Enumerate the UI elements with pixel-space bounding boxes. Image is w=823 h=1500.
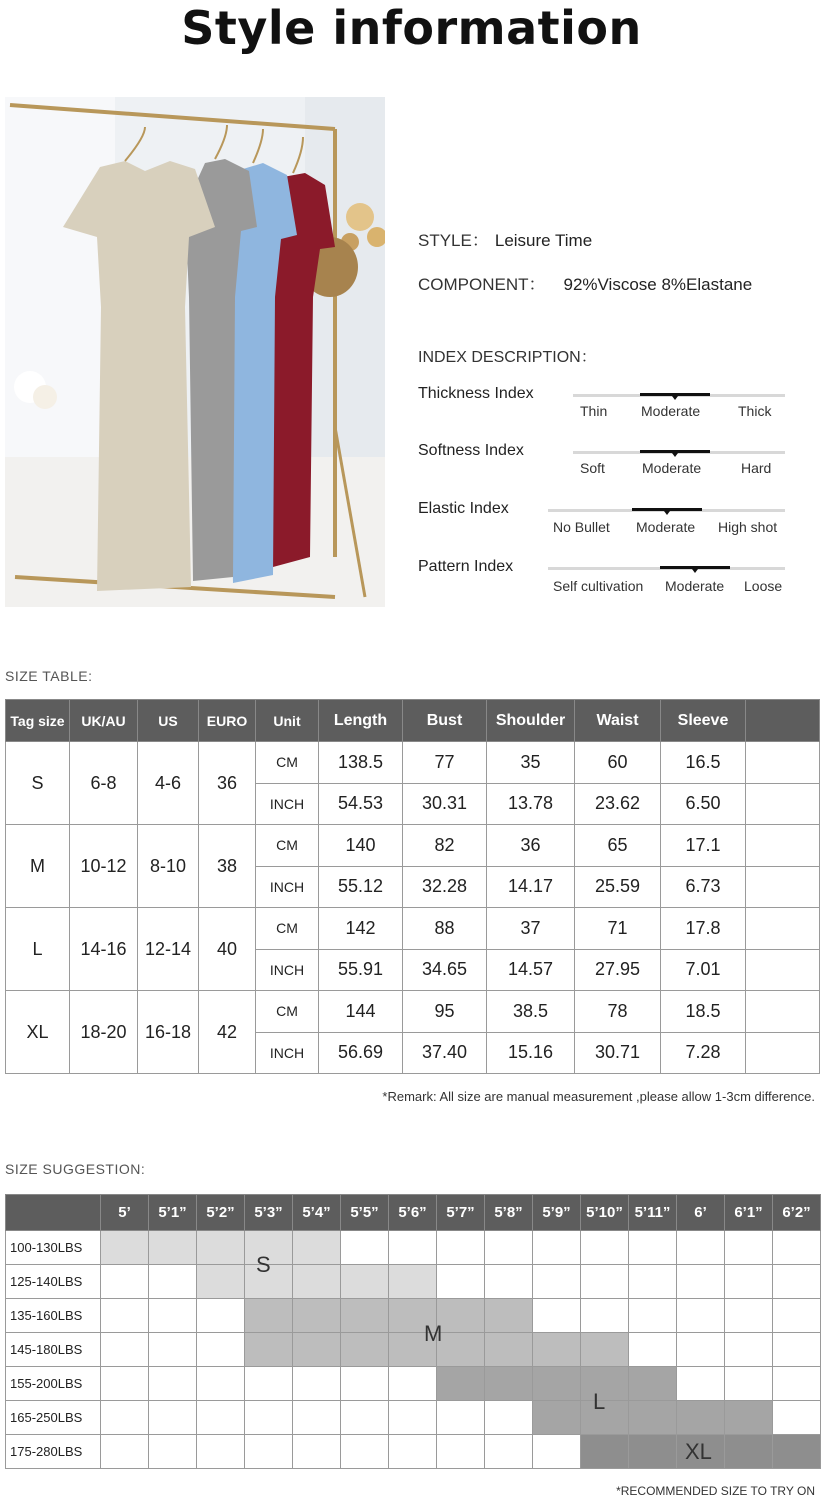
size-cell-l [725, 1401, 773, 1435]
euro-cell: 40 [199, 908, 256, 991]
height-header: 5’2” [197, 1195, 245, 1231]
us-cell: 16-18 [138, 991, 199, 1074]
bust-cell: 34.65 [403, 949, 487, 991]
shoulder-cell: 15.16 [487, 1032, 575, 1074]
empty-cell [581, 1299, 629, 1333]
index-option: No Bullet [553, 519, 610, 535]
bust-cell: 88 [403, 908, 487, 950]
recommend-note: *RECOMMENDED SIZE TO TRY ON [616, 1484, 815, 1498]
size-cell-s [197, 1265, 245, 1299]
size-table-header-row [6, 700, 820, 742]
bust-cell: 95 [403, 991, 487, 1033]
waist-cell: 25.59 [575, 866, 661, 908]
size-remark: *Remark: All size are manual measurement ,please allow 1-3cm difference. [382, 1089, 815, 1104]
empty-cell [746, 991, 820, 1033]
size-suggestion-table [5, 1194, 821, 1469]
uk-au-cell: 18-20 [70, 991, 138, 1074]
shoulder-cell: 13.78 [487, 783, 575, 825]
index-option: High shot [718, 519, 778, 535]
size-cell-m [341, 1333, 389, 1367]
size-tag-cell: S [6, 742, 70, 825]
sleeve-cell: 6.73 [661, 866, 746, 908]
component-label: COMPONENT： [418, 275, 546, 294]
empty-cell [149, 1435, 197, 1469]
length-cell: 144 [319, 991, 403, 1033]
us-cell: 8-10 [138, 825, 199, 908]
bust-cell: 37.40 [403, 1032, 487, 1074]
sleeve-cell: 7.28 [661, 1032, 746, 1074]
empty-cell [197, 1435, 245, 1469]
size-table [5, 699, 820, 1074]
elastic-index [418, 500, 798, 546]
empty-cell [485, 1231, 533, 1265]
height-header: 5’8” [485, 1195, 533, 1231]
size-cell-m [533, 1333, 581, 1367]
uk-au-cell: 6-8 [70, 742, 138, 825]
empty-cell [101, 1299, 149, 1333]
empty-cell [746, 949, 820, 991]
bust-cell: 32.28 [403, 866, 487, 908]
height-header: 5’5” [341, 1195, 389, 1231]
empty-cell [773, 1333, 821, 1367]
index-option-selected: Moderate [665, 578, 725, 594]
sleeve-cell: 6.50 [661, 783, 746, 825]
size-cell-m [437, 1333, 485, 1367]
empty-cell [773, 1401, 821, 1435]
column-header: Waist [575, 700, 661, 742]
weight-label: 175-280LBS [6, 1435, 101, 1469]
empty-cell [533, 1265, 581, 1299]
empty-cell [101, 1333, 149, 1367]
empty-cell [389, 1231, 437, 1265]
empty-cell [725, 1231, 773, 1265]
unit-cell: INCH [256, 866, 319, 908]
size-cell-m [437, 1299, 485, 1333]
length-cell: 138.5 [319, 742, 403, 784]
size-label-xl: XL [685, 1439, 712, 1464]
column-header: Unit [256, 700, 319, 742]
euro-cell: 38 [199, 825, 256, 908]
empty-cell [149, 1333, 197, 1367]
size-cell-m [581, 1333, 629, 1367]
length-cell: 54.53 [319, 783, 403, 825]
empty-cell [725, 1299, 773, 1333]
empty-cell [197, 1333, 245, 1367]
size-row [6, 991, 820, 1033]
empty-cell [437, 1231, 485, 1265]
waist-cell: 30.71 [575, 1032, 661, 1074]
shoulder-cell: 14.57 [487, 949, 575, 991]
weight-label: 135-160LBS [6, 1299, 101, 1333]
size-row [6, 908, 820, 950]
size-cell-l [533, 1401, 581, 1435]
size-cell-m [245, 1299, 293, 1333]
column-header: Bust [403, 700, 487, 742]
column-header: Length [319, 700, 403, 742]
empty-cell [437, 1401, 485, 1435]
column-header: UK/AU [70, 700, 138, 742]
thickness-index [418, 385, 798, 431]
empty-cell [677, 1299, 725, 1333]
index-option: Hard [741, 460, 772, 476]
pattern-index [418, 558, 798, 604]
bust-cell: 30.31 [403, 783, 487, 825]
empty-cell [149, 1299, 197, 1333]
index-name: Thickness Index [418, 385, 534, 402]
empty-cell [245, 1435, 293, 1469]
empty-cell [389, 1401, 437, 1435]
size-cell-l [629, 1367, 677, 1401]
empty-cell [725, 1367, 773, 1401]
uk-au-cell: 10-12 [70, 825, 138, 908]
bust-cell: 77 [403, 742, 487, 784]
height-header: 5’9” [533, 1195, 581, 1231]
empty-cell [725, 1265, 773, 1299]
index-name: Elastic Index [418, 500, 509, 517]
size-cell-l [533, 1367, 581, 1401]
empty-cell [101, 1435, 149, 1469]
column-header: Tag size [6, 700, 70, 742]
waist-cell: 78 [575, 991, 661, 1033]
style-line [418, 226, 592, 251]
unit-cell: CM [256, 825, 319, 867]
sleeve-cell: 17.1 [661, 825, 746, 867]
us-cell: 12-14 [138, 908, 199, 991]
height-header-row [6, 1195, 821, 1231]
empty-cell [101, 1265, 149, 1299]
unit-cell: CM [256, 991, 319, 1033]
empty-cell [485, 1265, 533, 1299]
empty-cell [533, 1231, 581, 1265]
empty-cell [746, 825, 820, 867]
length-cell: 56.69 [319, 1032, 403, 1074]
index-option: Self cultivation [553, 578, 644, 594]
size-cell-s [197, 1231, 245, 1265]
index-option: Thick [738, 403, 772, 419]
unit-cell: INCH [256, 949, 319, 991]
size-cell-s [293, 1231, 341, 1265]
caret-down-icon [672, 453, 678, 457]
column-header: US [138, 700, 199, 742]
euro-cell: 42 [199, 991, 256, 1074]
empty-cell [629, 1333, 677, 1367]
column-header [746, 700, 820, 742]
weight-row [6, 1367, 821, 1401]
empty-cell [746, 866, 820, 908]
empty-cell [629, 1231, 677, 1265]
empty-cell [533, 1299, 581, 1333]
size-cell-s [149, 1231, 197, 1265]
page-title: Style information [181, 1, 642, 55]
shoulder-cell: 35 [487, 742, 575, 784]
empty-cell [341, 1401, 389, 1435]
size-label-m: M [424, 1321, 443, 1346]
height-header: 6’2” [773, 1195, 821, 1231]
empty-cell [725, 1333, 773, 1367]
empty-cell [149, 1265, 197, 1299]
length-cell: 55.12 [319, 866, 403, 908]
index-option: Thin [580, 403, 608, 419]
column-header: Sleeve [661, 700, 746, 742]
size-cell-xl [629, 1435, 677, 1469]
weight-row [6, 1231, 821, 1265]
waist-cell: 60 [575, 742, 661, 784]
size-cell-l [629, 1401, 677, 1435]
size-cell-s [293, 1265, 341, 1299]
unit-cell: INCH [256, 1032, 319, 1074]
size-cell-m [245, 1333, 293, 1367]
size-cell-l [677, 1401, 725, 1435]
column-header: EURO [199, 700, 256, 742]
size-cell-l [485, 1367, 533, 1401]
length-cell: 55.91 [319, 949, 403, 991]
weight-row [6, 1299, 821, 1333]
size-tag-cell: XL [6, 991, 70, 1074]
empty-cell [341, 1231, 389, 1265]
size-row [6, 742, 820, 784]
size-cell-m [341, 1299, 389, 1333]
size-cell-m [293, 1333, 341, 1367]
size-label-s: S [256, 1252, 271, 1277]
empty-cell [389, 1367, 437, 1401]
empty-cell [677, 1231, 725, 1265]
bust-cell: 82 [403, 825, 487, 867]
shoulder-cell: 36 [487, 825, 575, 867]
size-cell-m [485, 1333, 533, 1367]
style-value: Leisure Time [494, 231, 593, 250]
empty-cell [245, 1401, 293, 1435]
length-cell: 140 [319, 825, 403, 867]
weight-label: 125-140LBS [6, 1265, 101, 1299]
empty-cell [581, 1231, 629, 1265]
empty-cell [341, 1367, 389, 1401]
size-cell-xl [773, 1435, 821, 1469]
empty-cell [677, 1367, 725, 1401]
sleeve-cell: 7.01 [661, 949, 746, 991]
empty-cell [149, 1367, 197, 1401]
empty-cell [773, 1231, 821, 1265]
weight-label: 155-200LBS [6, 1367, 101, 1401]
index-option: Soft [580, 460, 605, 476]
index-option: Loose [744, 578, 783, 594]
height-header: 5’11” [629, 1195, 677, 1231]
height-header: 6’ [677, 1195, 725, 1231]
size-cell-s [389, 1265, 437, 1299]
index-option-selected: Moderate [642, 460, 702, 476]
size-row [6, 825, 820, 867]
empty-cell [197, 1401, 245, 1435]
component-line [418, 270, 752, 295]
shoulder-cell: 38.5 [487, 991, 575, 1033]
weight-label: 145-180LBS [6, 1333, 101, 1367]
empty-cell [149, 1401, 197, 1435]
height-header: 5’6” [389, 1195, 437, 1231]
waist-cell: 23.62 [575, 783, 661, 825]
waist-cell: 65 [575, 825, 661, 867]
empty-cell [197, 1367, 245, 1401]
sleeve-cell: 18.5 [661, 991, 746, 1033]
empty-cell [746, 783, 820, 825]
euro-cell: 36 [199, 742, 256, 825]
size-cell-s [101, 1231, 149, 1265]
component-value: 92%Viscose 8%Elastane [563, 275, 753, 294]
size-cell-xl [581, 1435, 629, 1469]
weight-row [6, 1401, 821, 1435]
height-header: 5’1” [149, 1195, 197, 1231]
index-description-heading: INDEX DESCRIPTION： [418, 349, 597, 366]
empty-cell [101, 1367, 149, 1401]
weight-row [6, 1265, 821, 1299]
weight-label: 165-250LBS [6, 1401, 101, 1435]
index-name: Pattern Index [418, 558, 514, 575]
empty-cell [101, 1401, 149, 1435]
empty-cell [389, 1435, 437, 1469]
caret-down-icon [672, 396, 678, 400]
empty-cell [746, 908, 820, 950]
empty-cell [629, 1299, 677, 1333]
softness-index [418, 442, 798, 488]
empty-cell [437, 1435, 485, 1469]
height-header: 5’7” [437, 1195, 485, 1231]
size-cell-m [485, 1299, 533, 1333]
caret-down-icon [664, 511, 670, 515]
index-option-selected: Moderate [641, 403, 701, 419]
size-cell-xl [725, 1435, 773, 1469]
empty-cell [773, 1367, 821, 1401]
empty-cell [629, 1265, 677, 1299]
column-header: Shoulder [487, 700, 575, 742]
empty-cell [197, 1299, 245, 1333]
empty-cell [293, 1435, 341, 1469]
height-header: 5’3” [245, 1195, 293, 1231]
empty-cell [485, 1435, 533, 1469]
waist-cell: 27.95 [575, 949, 661, 991]
waist-cell: 71 [575, 908, 661, 950]
uk-au-cell: 14-16 [70, 908, 138, 991]
size-tag-cell: L [6, 908, 70, 991]
empty-cell [341, 1435, 389, 1469]
caret-down-icon [692, 569, 698, 573]
empty-cell [773, 1265, 821, 1299]
height-header: 5’ [101, 1195, 149, 1231]
empty-cell [293, 1401, 341, 1435]
unit-cell: INCH [256, 783, 319, 825]
us-cell: 4-6 [138, 742, 199, 825]
height-header: 5’4” [293, 1195, 341, 1231]
empty-cell [581, 1265, 629, 1299]
size-cell-l [437, 1367, 485, 1401]
size-tag-cell: M [6, 825, 70, 908]
index-option-selected: Moderate [636, 519, 696, 535]
size-cell-s [341, 1265, 389, 1299]
shoulder-cell: 37 [487, 908, 575, 950]
size-label-l: L [593, 1389, 606, 1414]
empty-cell [677, 1265, 725, 1299]
empty-cell [293, 1367, 341, 1401]
product-photo [5, 97, 385, 607]
shoulder-cell: 14.17 [487, 866, 575, 908]
corner-header [6, 1195, 101, 1231]
unit-cell: CM [256, 742, 319, 784]
size-cell-m [293, 1299, 341, 1333]
size-table-heading: SIZE TABLE: [5, 668, 93, 684]
weight-row [6, 1333, 821, 1367]
sleeve-cell: 17.8 [661, 908, 746, 950]
empty-cell [773, 1299, 821, 1333]
height-header: 6’1” [725, 1195, 773, 1231]
style-label: STYLE： [418, 231, 489, 250]
empty-cell [746, 742, 820, 784]
empty-cell [245, 1367, 293, 1401]
empty-cell [746, 1032, 820, 1074]
empty-cell [677, 1333, 725, 1367]
height-header: 5’10” [581, 1195, 629, 1231]
size-suggestion-heading: SIZE SUGGESTION: [5, 1161, 146, 1177]
empty-cell [485, 1401, 533, 1435]
index-name: Softness Index [418, 442, 524, 459]
unit-cell: CM [256, 908, 319, 950]
length-cell: 142 [319, 908, 403, 950]
empty-cell [437, 1265, 485, 1299]
weight-label: 100-130LBS [6, 1231, 101, 1265]
sleeve-cell: 16.5 [661, 742, 746, 784]
empty-cell [533, 1435, 581, 1469]
